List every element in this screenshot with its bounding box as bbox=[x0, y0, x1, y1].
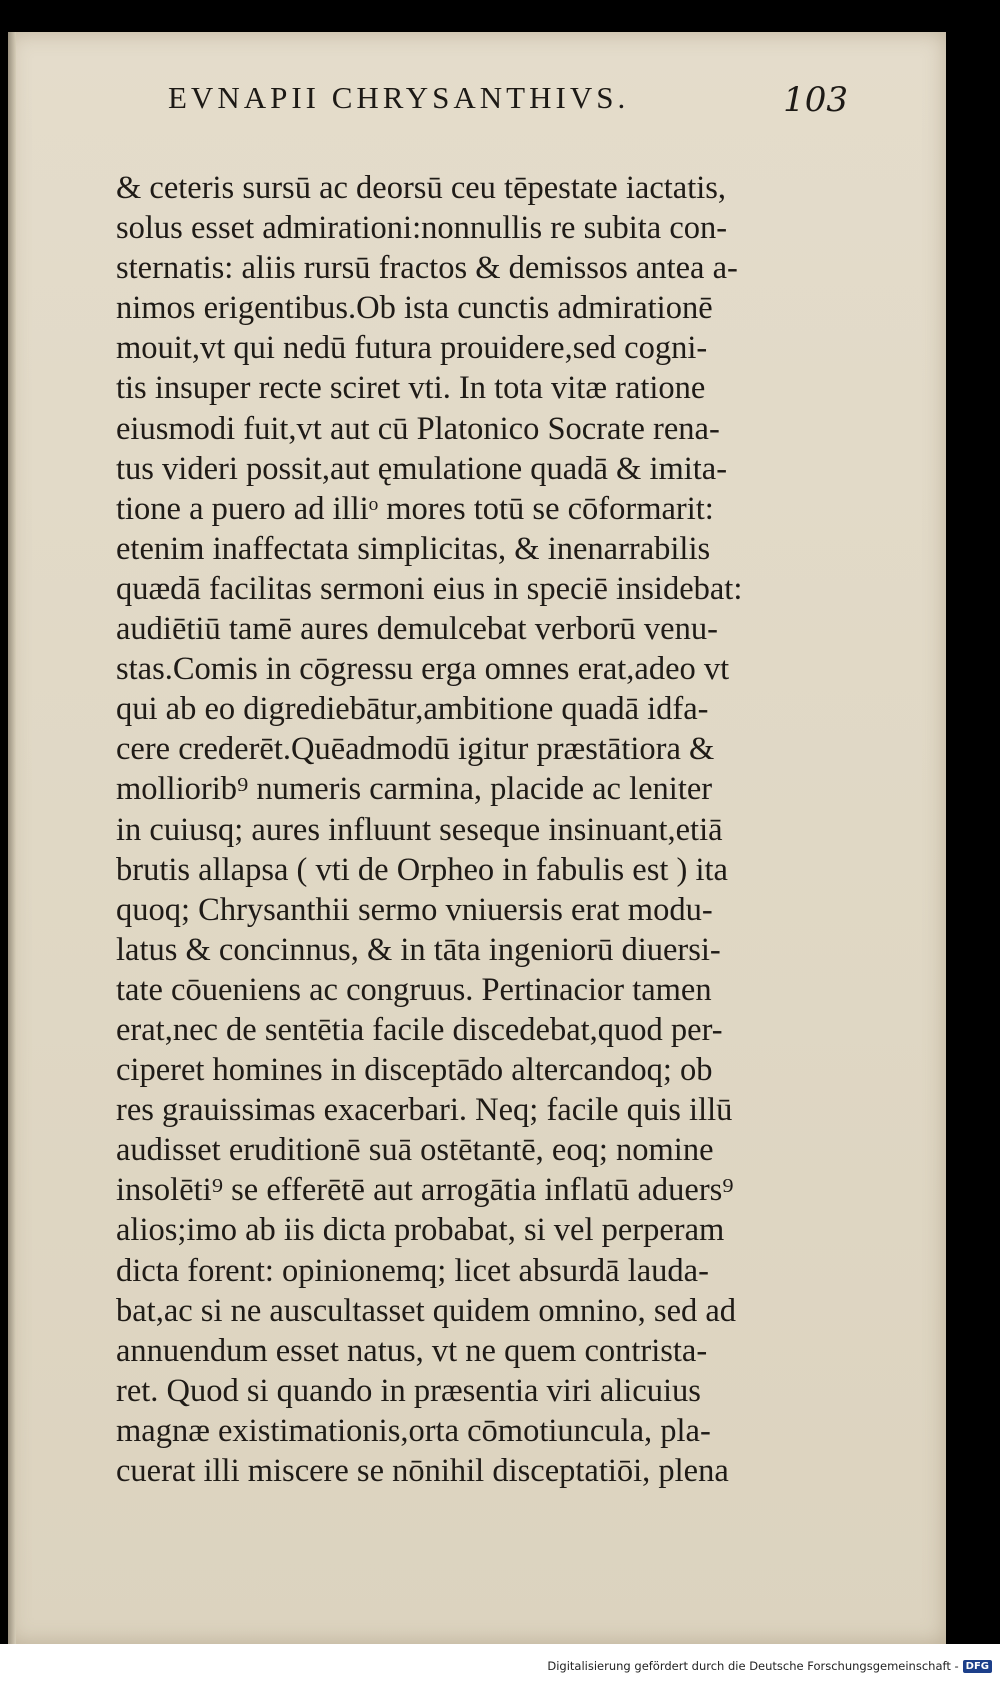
text-line: dicta forent: opinionemq; licet absurdā lauda- bbox=[116, 1252, 709, 1289]
page-gutter-edge bbox=[8, 32, 16, 1644]
text-line: nimos erigentibus.Ob ista cunctis admirationē bbox=[116, 290, 713, 327]
text-line: annuendum esset natus, vt ne quem contrista- bbox=[116, 1332, 708, 1369]
text-line: alios;imo ab iis dicta probabat, si vel perperam bbox=[116, 1212, 725, 1249]
text-line: audiētiū tamē aures demulcebat verborū venu- bbox=[116, 611, 718, 648]
text-line: latus & concinnus, & in tāta ingeniorū diuersi- bbox=[116, 931, 721, 968]
text-line: etenim inaffectata simplicitas, & inenarrabilis bbox=[116, 530, 711, 567]
text-line: tus videri possit,aut ęmulatione quadā & imita- bbox=[116, 450, 728, 487]
text-line: stas.Comis in cōgressu erga omnes erat,adeo vt bbox=[116, 651, 730, 688]
text-line: sternatis: aliis rursū fractos & demissos antea a- bbox=[116, 250, 738, 287]
text-line: tis insuper recte sciret vti. In tota vitæ ratione bbox=[116, 370, 706, 407]
running-header bbox=[168, 80, 848, 120]
dfg-logo-icon: DFG bbox=[963, 1660, 992, 1673]
text-line: tione a puero ad illiᵒ mores totū se cōformarit: bbox=[116, 490, 714, 527]
text-line: qui ab eo digrediebātur,ambitione quadā idfa- bbox=[116, 691, 709, 728]
page-number: 103 bbox=[783, 80, 848, 120]
text-line: mouit,vt qui nedū futura prouidere,sed cogni- bbox=[116, 330, 708, 367]
running-title: EVNAPII CHRYSANTHIVS. bbox=[168, 80, 630, 115]
text-line: eiusmodi fuit,vt aut cū Platonico Socrate rena- bbox=[116, 410, 720, 447]
text-line: bat,ac si ne auscultasset quidem omnino, sed ad bbox=[116, 1292, 737, 1329]
book-page bbox=[8, 32, 946, 1644]
text-line: quædā facilitas sermoni eius in speciē insidebat: bbox=[116, 570, 743, 607]
text-line: insolēti⁹ se efferētē aut arrogātia inflatū aduers⁹ bbox=[116, 1172, 734, 1209]
credit-text: Digitalisierung gefördert durch die Deutsche Forschungsgemeinschaft - bbox=[547, 1659, 959, 1673]
text-line: cere crederēt.Quēadmodū igitur præstātiora & bbox=[116, 731, 715, 768]
text-line: quoq; Chrysanthii sermo vniuersis erat modu- bbox=[116, 891, 713, 928]
text-line: res grauissimas exacerbari. Neq; facile quis illū bbox=[116, 1092, 733, 1129]
text-line: in cuiusq; aures influunt seseque insinuant,etiā bbox=[116, 811, 723, 848]
text-line: ciperet homines in disceptādo altercandoq; ob bbox=[116, 1052, 713, 1089]
text-line: molliorib⁹ numeris carmina, placide ac leniter bbox=[116, 771, 713, 808]
text-line: & ceteris sursū ac deorsū ceu tēpestate iactatis, bbox=[116, 170, 727, 206]
text-line: ret. Quod si quando in præsentia viri alicuius bbox=[116, 1372, 701, 1409]
text-line: audisset eruditionē suā ostētantē, eoq; nomine bbox=[116, 1132, 714, 1169]
digitization-credit bbox=[547, 1659, 992, 1673]
text-line: brutis allapsa ( vti de Orpheo in fabulis est ) ita bbox=[116, 851, 728, 888]
text-line: cuerat illi miscere se nōnihil disceptatiōi, plena bbox=[116, 1453, 729, 1489]
footer-band bbox=[0, 1644, 1000, 1682]
text-line: magnæ existimationis,orta cōmotiuncula, pla- bbox=[116, 1412, 711, 1449]
body-text bbox=[116, 168, 816, 1491]
text-line: tate cōueniens ac congruus. Pertinacior tamen bbox=[116, 971, 712, 1008]
text-line: erat,nec de sentētia facile discedebat,quod per- bbox=[116, 1011, 723, 1048]
text-line: solus esset admirationi:nonnullis re subita con- bbox=[116, 210, 728, 247]
